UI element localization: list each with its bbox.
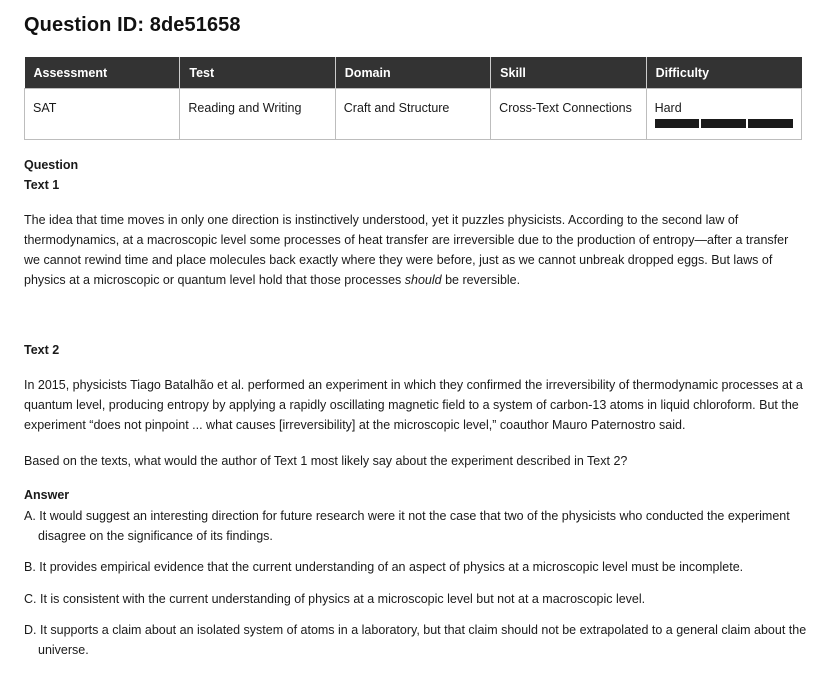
- answer-choice-a[interactable]: A. It would suggest an interesting direction for future research were it not the case that two of the physicists who conducted the experiment disagree on the significance of its findings.: [24, 509, 790, 543]
- text1-emphasis: should: [404, 273, 442, 287]
- text1-passage-end: be reversible.: [441, 273, 521, 287]
- column-header-domain: Domain: [335, 57, 490, 89]
- column-header-test: Test: [180, 57, 335, 89]
- text1-label: Text 1: [24, 178, 60, 192]
- cell-skill: Cross-Text Connections: [491, 89, 646, 140]
- column-header-difficulty: Difficulty: [646, 57, 801, 89]
- text2-passage: In 2015, physicists Tiago Batalhão et al. performed an experiment in which they confirmed the irreversibility of thermodynamic processes at a quantum level, producing entropy by applying a rapidly oscillating magnetic field to a system of carbon-13 atoms in liquid chloroform. But the experiment “does not pinpoint ... what causes [irreversibility] at the microscopic level,” coauthor Mauro Paternostro said.: [24, 378, 803, 432]
- table-header-row: [25, 57, 802, 89]
- difficulty-bar: [655, 119, 700, 128]
- metadata-table: [24, 57, 802, 140]
- text2-label: Text 2: [24, 343, 60, 357]
- answer-choice-c[interactable]: C. It is consistent with the current understanding of physics at a microscopic level but not at a macroscopic level.: [24, 592, 646, 606]
- answer-choice-d[interactable]: D. It supports a claim about an isolated system of atoms in a laboratory, but that claim should not be extrapolated to a general claim about the universe.: [24, 623, 807, 657]
- cell-test: Reading and Writing: [180, 89, 335, 140]
- table-row: [25, 89, 802, 140]
- page-title: Question ID: 8de51658: [24, 14, 241, 36]
- text1-passage-part: The idea that time moves in only one direction is instinctively understood, yet it puzzles physicists. According to the second law of thermodynamics, at a macroscopic level some processes of heat transfer are irreversible due to the production of entropy—after a transfer we cannot rewind time and place molecules back exactly where they were before, just as we cannot unbreak dropped eggs. But laws of physics at a microscopic or quantum level hold that those processes: [24, 213, 789, 287]
- cell-difficulty: [646, 89, 801, 140]
- question-prompt: Based on the texts, what would the author of Text 1 most likely say about the experiment described in Text 2?: [24, 454, 628, 468]
- answer-label: Answer: [24, 488, 70, 502]
- column-header-assessment: Assessment: [25, 57, 180, 89]
- difficulty-bars: [655, 119, 793, 128]
- difficulty-bar: [701, 119, 746, 128]
- difficulty-bar: [748, 119, 793, 128]
- cell-assessment: SAT: [25, 89, 180, 140]
- answer-choice-b[interactable]: B. It provides empirical evidence that the current understanding of an aspect of physics at a microscopic level must be incomplete.: [24, 560, 744, 574]
- column-header-skill: Skill: [491, 57, 646, 89]
- cell-domain: Craft and Structure: [335, 89, 490, 140]
- text1-passage: [24, 210, 804, 290]
- difficulty-label: Hard: [654, 101, 682, 115]
- question-label: Question: [24, 158, 79, 172]
